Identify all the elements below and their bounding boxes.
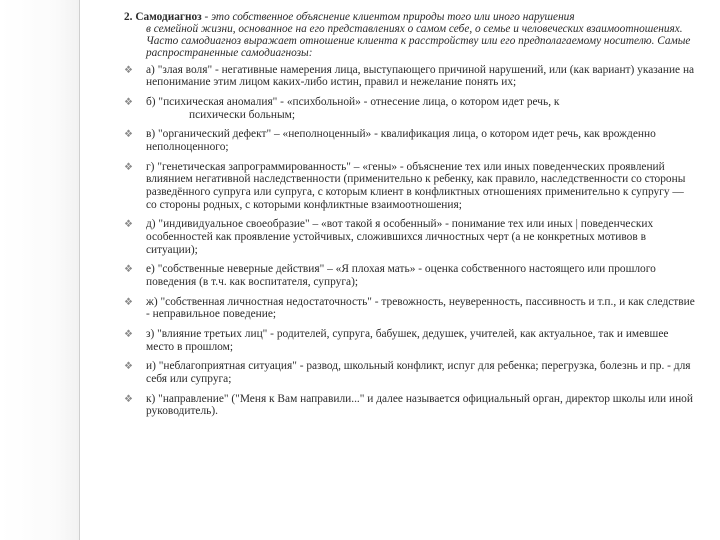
diamond-bullet-icon: ❖ — [124, 219, 133, 231]
list-item — [124, 218, 696, 256]
document-body — [124, 12, 696, 425]
diamond-bullet-icon: ❖ — [124, 161, 133, 173]
list-item — [124, 360, 696, 385]
margin-shade — [0, 0, 79, 540]
intro-line1: - это собственное объяснение клиентом природы того или иного нарушения — [201, 11, 575, 23]
list-item-text: а) "злая воля" - негативные намерения лица, выступающего причиной нарушений, или (как вариант) указание на непонимание этим лицом каких-либо истин, правил и нежелание понять их; — [146, 63, 695, 89]
list-item — [124, 296, 696, 321]
diamond-bullet-icon: ❖ — [124, 393, 133, 405]
list-item-text: ж) "собственная личностная недостаточность" - тревожность, неуверенность, пассивность и т.п., и как следствие - неправильное поведение; — [146, 295, 695, 321]
list-item-text: к) "направление" ("Меня к Вам направили..." и далее называется официальный орган, директор школы или иной руководитель). — [146, 392, 693, 418]
list-item — [124, 161, 696, 211]
diamond-bullet-icon: ❖ — [124, 64, 133, 76]
list-item-text: д) "индивидуальное своеобразие" – «вот такой я особенный» - понимание тех или иных | поведенческих особенностей как проявление устойчивых, сложившихся личностных черт (а не конкретных мотивов в ситуации); — [146, 218, 654, 256]
list-item-text: з) "влияние третьих лиц" - родителей, супруга, бабушек, дедушек, учителей, как актуальное, так и имевшее место в прошлом; — [146, 328, 669, 353]
list-item — [124, 96, 696, 121]
diamond-bullet-icon: ❖ — [124, 361, 133, 373]
list-item — [124, 328, 696, 353]
list-item-continuation: психически больным; — [189, 108, 295, 121]
list-item-text: г) "генетическая запрограммированность" – «гены» - объяснение тех или иных поведенческих проявлений влиянием негативной наследственности (применительно к ребенку, как правило, наследственности со стороны разведённого супруга или супруга, с которым клиент в конфликтных отношениях применительно к супругу — со стороны родных, с которыми конфликтные взаимоотношения; — [146, 160, 686, 211]
list-item — [124, 263, 696, 288]
margin-divider — [79, 0, 80, 540]
diamond-bullet-icon: ❖ — [124, 296, 133, 308]
diamond-bullet-icon: ❖ — [124, 129, 133, 141]
diamond-bullet-icon: ❖ — [124, 264, 133, 276]
list-item — [124, 393, 696, 418]
list-item-text: е) "собственные неверные действия" – «Я плохая мать» - оценка собственного настоящего или прошлого поведения (в т.ч. как воспитателя, супруга); — [146, 263, 656, 288]
intro-rest: в семейной жизни, основанное на его представлениях о самом себе, о семье и человеческих взаимоотношениях. Часто самодиагноз выражает отношение клиента к расстройству или его предполагаемому носителю. Самые распространенные самодиагнозы: — [146, 22, 691, 59]
diamond-bullet-icon: ❖ — [124, 329, 133, 341]
list-item — [124, 128, 696, 153]
list-item — [124, 64, 696, 89]
intro-paragraph — [124, 12, 696, 60]
list-item-text: и) "неблагоприятная ситуация" - развод, школьный конфликт, испуг для ребенка; перегрузка, болезнь и пр. - для себя или супруга; — [146, 360, 691, 385]
intro-heading: Самодиагноз — [135, 11, 202, 23]
list-item-text: б) "психическая аномалия" - «психбольной» - отнесение лица, о котором идет речь, к — [146, 96, 560, 108]
list-item-text: в) "органический дефект" – «неполноценный» - квалификация лица, о котором идет речь, как врожденно неполноценного; — [146, 128, 656, 153]
diagnosis-list — [124, 64, 696, 418]
intro-number: 2. — [124, 11, 133, 23]
diamond-bullet-icon: ❖ — [124, 97, 133, 108]
